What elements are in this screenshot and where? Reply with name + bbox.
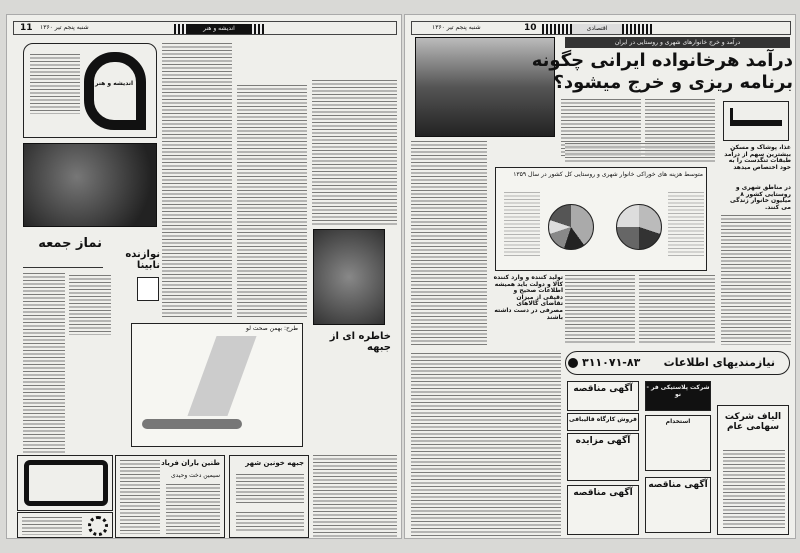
friday-prayer-headline: نماز جمعه (38, 236, 102, 251)
ad-sale (567, 413, 639, 431)
pie-rural (548, 204, 594, 250)
page-number: 11 (20, 23, 33, 33)
economy-logo (723, 101, 789, 141)
blind-musician-headline: نوازنده نابینا (125, 249, 160, 271)
headline-line2: برنامه ریزی و خرج میشود؟ (553, 72, 793, 93)
cartoon-credit: طرح: بهمن صحت لو (246, 325, 298, 332)
sidebar-sub2: در مناطق شهری و روستایی کشور ۸ میلیون خانوار زندگی می کنند. (730, 184, 791, 211)
logo-ad (23, 43, 157, 138)
headline-line1: درآمد هرخانواده ایرانی چگونه (531, 50, 793, 71)
logo-icon (84, 52, 146, 130)
logo-caption: اندیشه و هنر (95, 80, 134, 87)
date-line: شنبه پنجم تیر ۱۳۶۰ (40, 24, 89, 31)
ad-tender-3 (645, 477, 711, 533)
ad-plastic-title: شرکت پلاستیکی فر - نو (646, 384, 710, 398)
front-photo (313, 229, 385, 325)
ad-alyaf (717, 405, 789, 535)
bottom-col-1 (115, 455, 225, 538)
city-front-title: جبهه خونین شهر (245, 459, 304, 467)
bottom-col-2 (229, 455, 309, 538)
ad-tender-1 (567, 381, 639, 411)
page-number: 10 (524, 23, 537, 33)
figure (142, 419, 242, 429)
section-title: اقتصادی (572, 24, 622, 34)
dawn-title: طنین باران فریاد (161, 459, 220, 467)
ads-phone: ۳۱۱۰۷۱-۸۳ (582, 356, 641, 369)
ad-hire-title: استخدام (665, 418, 691, 425)
musician-photo (23, 143, 157, 227)
ad-hire (645, 415, 711, 471)
rosette-icon (88, 516, 108, 536)
emblem-logo (24, 460, 108, 506)
ad-auction-title: آگهی مزایده (575, 436, 631, 446)
light-beam (187, 336, 256, 416)
right-page (404, 14, 796, 539)
ad-auction (567, 433, 639, 481)
ad-sale-title: فروش کارگاه قالیبافی (569, 416, 637, 423)
cartoon (131, 323, 303, 447)
ad-plastic (645, 381, 711, 411)
musician-icon (137, 277, 159, 301)
kicker: درآمد و خرج خانوارهای شهری و روستایی در ایران (565, 37, 790, 48)
pie-urban (616, 204, 662, 250)
ad-tender-1-title: آگهی مناقصه (573, 384, 633, 394)
bottom-logo (17, 455, 113, 511)
left-header (13, 21, 397, 35)
expense-chart (495, 167, 707, 271)
sidebar-sub1: غذا، پوشاک و مسکن بیشترین سهم از درآمد طبقات تنگدست را به خود اختصاص میدهد (724, 144, 791, 171)
section-title: اندیشه و هنر (186, 24, 252, 34)
ad-tender-3-title: آگهی مناقصه (648, 480, 708, 490)
poet-name: سیمین دخت وحیدی (170, 472, 220, 479)
ad-tender-2-title: آگهی مناقصه (573, 488, 633, 498)
left-page (6, 14, 402, 539)
chart-title: متوسط هزینه های خوراکی خانوار شهری و روستایی کل کشور در سال ۱۳۵۹ (513, 171, 703, 178)
chart-subhead: تولید کننده و وارد کننده کالا و دولت باید همیشه اطلاعات صحیح و دقیقی از میزان تقاضای کالاهای مصرفی در دست داشته باشند (493, 274, 563, 321)
front-memory-headline: خاطره ای از جبهه (329, 331, 391, 353)
date-line: شنبه پنجم تیر ۱۳۶۰ (432, 24, 481, 31)
ad-tender-2 (567, 485, 639, 535)
right-header (411, 21, 791, 35)
ads-banner-title: نیازمندیهای اطلاعات (663, 356, 775, 369)
ads-banner (565, 351, 790, 375)
notice-box (17, 512, 113, 538)
ad-alyaf-title: الیاف شرکت سهامی عام (724, 412, 782, 432)
